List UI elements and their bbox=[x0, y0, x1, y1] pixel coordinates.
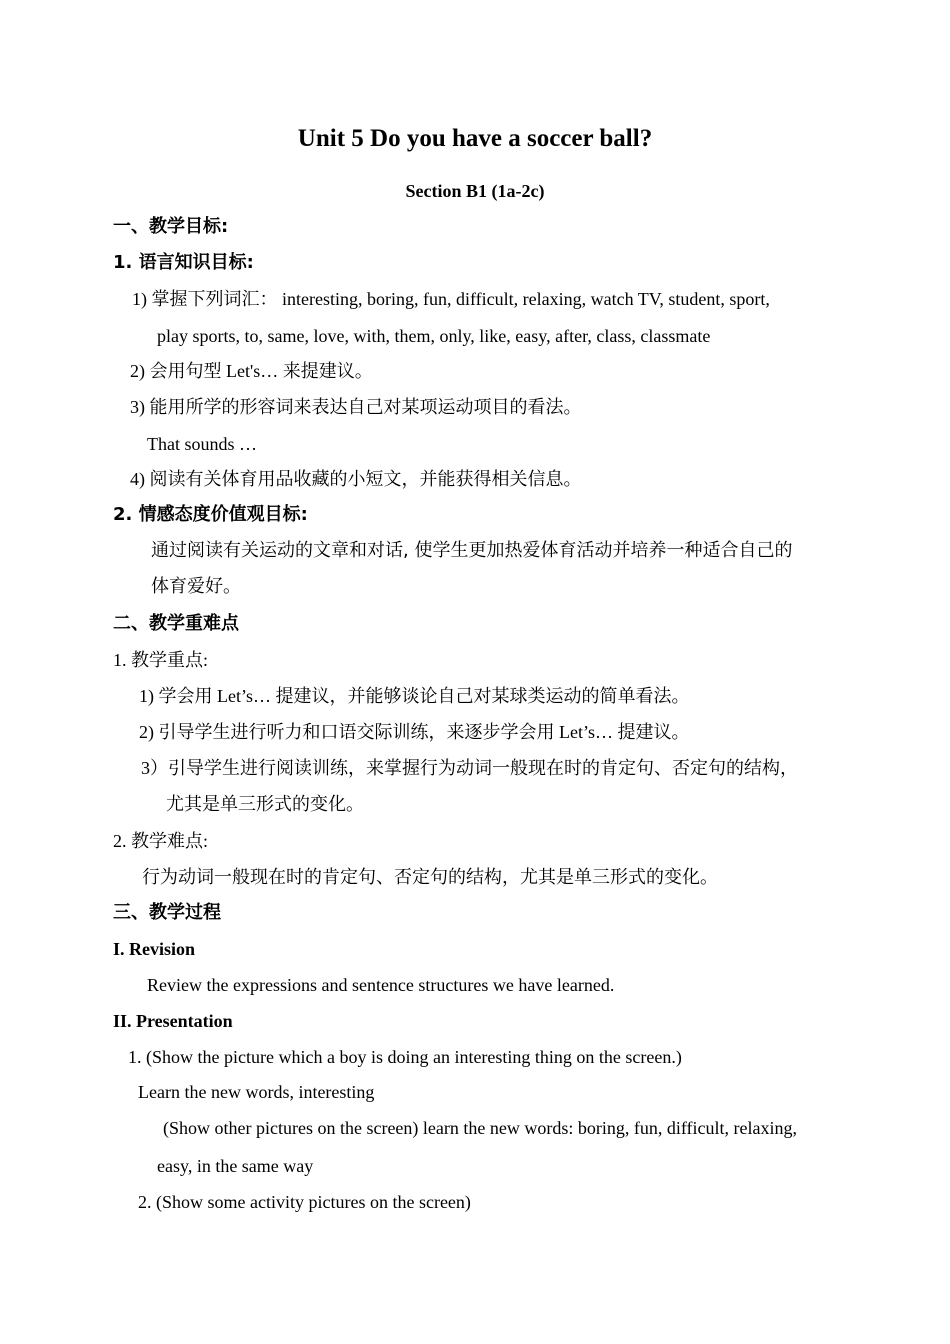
heading-teaching-objectives: 一、教学目标: bbox=[113, 216, 229, 237]
presentation-step-2: 2. (Show some activity pictures on the screen) bbox=[138, 1192, 471, 1212]
presentation-step-1-learn: Learn the new words, interesting bbox=[138, 1082, 375, 1102]
presentation-step-1-other-line2: easy, in the same way bbox=[157, 1156, 314, 1176]
difficult-points-label: 2. 教学难点: bbox=[113, 831, 209, 851]
section-subtitle: Section B1 (1a-2c) bbox=[405, 181, 545, 201]
emotion-text-line2: 体育爱好。 bbox=[151, 576, 241, 597]
key-point-3-line1: 3）引导学生进行阅读训练，来掌握行为动词一般现在时的肯定句、否定句的结构， bbox=[141, 758, 798, 778]
heading-teaching-process: 三、教学过程 bbox=[113, 902, 221, 923]
objective-item-2: 2) 会用句型 Let's… 来提建议。 bbox=[130, 361, 373, 381]
page-title: Unit 5 Do you have a soccer ball? bbox=[297, 125, 653, 152]
presentation-step-1: 1. (Show the picture which a boy is doing an interesting thing on the screen.) bbox=[128, 1047, 682, 1067]
key-point-3-line2: 尤其是单三形式的变化。 bbox=[166, 794, 364, 814]
difficult-point-1: 行为动词一般现在时的肯定句、否定句的结构，尤其是单三形式的变化。 bbox=[142, 867, 718, 887]
objective-item-4: 4) 阅读有关体育用品收藏的小短文，并能获得相关信息。 bbox=[130, 469, 582, 489]
objective-item-3-example: That sounds … bbox=[147, 434, 257, 454]
heading-language-goals: 1. 语言知识目标: bbox=[113, 252, 254, 273]
objective-item-3: 3) 能用所学的形容词来表达自己对某项运动项目的看法。 bbox=[130, 397, 582, 417]
key-point-2: 2) 引导学生进行听力和口语交际训练，来逐步学会用 Let’s… 提建议。 bbox=[139, 722, 690, 742]
revision-text: Review the expressions and sentence structures we have learned. bbox=[147, 975, 615, 995]
presentation-step-1-other-line1: (Show other pictures on the screen) learn the new words: boring, fun, difficult, relaxing, bbox=[163, 1118, 797, 1138]
key-points-label: 1. 教学重点: bbox=[113, 650, 209, 670]
vocab-item-line2: play sports, to, same, love, with, them, only, like, easy, after, class, classmate bbox=[157, 326, 711, 346]
vocab-item-line1: 1) 掌握下列词汇： interesting, boring, fun, difficult, relaxing, watch TV, student, sport, bbox=[132, 289, 770, 309]
emotion-text-line1: 通过阅读有关运动的文章和对话, 使学生更加热爱体育活动并培养一种适合自己的 bbox=[151, 540, 793, 561]
heading-revision: I. Revision bbox=[113, 939, 196, 959]
key-point-1: 1) 学会用 Let’s… 提建议，并能够谈论自己对某球类运动的简单看法。 bbox=[139, 686, 690, 706]
heading-presentation: II. Presentation bbox=[113, 1011, 233, 1031]
heading-key-difficult-points: 二、教学重难点 bbox=[113, 613, 239, 634]
heading-emotion-goals: 2. 情感态度价值观目标: bbox=[113, 504, 308, 525]
